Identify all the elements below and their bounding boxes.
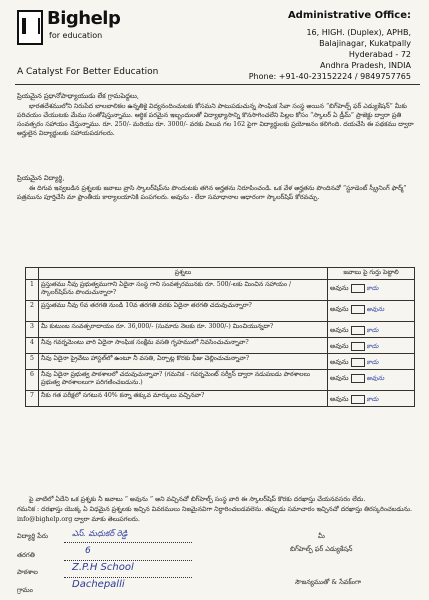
table-header-answer: జవాబు పై గుర్తు పెట్టాలి — [328, 268, 415, 280]
office-title: Administrative Office: — [287, 10, 411, 21]
question-text: నీవు ఏదైనా ప్రైవేటు హాస్టల్‌లో ఉంటూ నీ వసతి, ఏర్పాట్ల కొరకు ఫీజు చెల్లించుచున్నావా? — [39, 354, 328, 370]
phone-number: Phone: +91-40-23152224 / 9849757765 — [248, 72, 411, 81]
yes-checkbox[interactable] — [351, 284, 365, 293]
table-header-questions: ప్రశ్నలు — [39, 268, 328, 280]
school-line[interactable] — [64, 576, 192, 578]
address-line-2: Balajinagar, Kukatpally — [319, 39, 411, 48]
bighelp-logo-icon — [17, 10, 43, 45]
salutation-headmaster: ప్రియమైన ప్రధానోపాధ్యాయుడు లేక గ్రామపెద్దలు, — [17, 92, 139, 100]
question-text: మీ కుటుంబ సంవత్సరాదాయం రూ. 36,000/- (సుమారు నెలకు రూ. 3000/-) మించియున్నదా? — [39, 322, 328, 338]
address-line-1: 16, HIGH. (Duplex), APHB, — [306, 28, 411, 37]
question-text: ప్రస్తుతము నీవు ప్రభుత్వముగాని ఏదైనా సంస్థ గాని సంవత్సరమునకు రూ. 500/-లకు మించిన సహాయం / స్కాలర్‌షిప్‌ను పొందుచున్నారా? — [39, 280, 328, 301]
answer-cell: అవును కాదు — [328, 280, 415, 301]
logo-title: Bighelp — [47, 8, 121, 29]
question-number: 6 — [26, 370, 39, 391]
table-row — [26, 301, 415, 322]
note-line-1: పై వాటిలో ఏదేని ఒక ప్రశ్నకు నీ జవాబు “ అవును ” అని వచ్చినచో బిగ్‌హెల్ప్ సంస్థ వారి ఈ స్కాలర్‌షిప్ కొరకు దరఖాస్తు చేయనవసరం లేదు. — [29, 496, 366, 503]
answer-cell: అవును అవును — [328, 370, 415, 391]
letterhead — [0, 0, 429, 84]
table-row — [26, 370, 415, 391]
signoff-line-2: బిగ్‌హెల్ప్ ఫర్ ఎడ్యుకేషన్ — [290, 545, 353, 553]
handwritten-answer: కాదు — [366, 343, 379, 350]
question-number: 3 — [26, 322, 39, 338]
handwritten-answer: కాదు — [366, 359, 379, 366]
class-label: తరగతి — [17, 551, 35, 559]
handwritten-answer: కాదు — [366, 396, 379, 403]
yes-checkbox[interactable] — [351, 342, 365, 351]
table-row — [26, 354, 415, 370]
handwritten-answer: అవును — [366, 306, 385, 313]
student-name-label: విద్యార్థి పేరు — [17, 532, 49, 540]
table-row — [26, 391, 415, 407]
question-number: 1 — [26, 280, 39, 301]
table-row — [26, 280, 415, 301]
class-value: 6 — [85, 546, 91, 556]
answer-cell: అవును కాదు — [328, 338, 415, 354]
student-name-line[interactable] — [64, 541, 192, 543]
answer-cell: అవును కాదు — [328, 322, 415, 338]
table-header-row — [26, 268, 415, 280]
yes-checkbox[interactable] — [351, 326, 365, 335]
place-label: గ్రామం — [17, 586, 33, 594]
question-text: నీవు ఏదైనా ప్రభుత్వ పాఠశాలలో చదువుచున్నావా? (గమనిక - గవర్నమెంట్ సర్వీస్ ద్వారా నడుపబడు పాఠశాలలు ప్రభుత్వ పాఠశాలలుగా పరిగణించబడును.) — [39, 370, 328, 391]
question-number: 2 — [26, 301, 39, 322]
address-line-3: Hyderabad - 72 — [348, 50, 411, 59]
signoff-line-3: సౌజన్యముతో & సేవక్‌ంగా — [295, 578, 362, 586]
answer-cell: అవును కాదు — [328, 354, 415, 370]
question-text: నీవు గవర్నమెంటు వారి ఏదైనా సాంఘిక సంక్షేమ వసతి గృహములో నివసించుచున్నావా? — [39, 338, 328, 354]
question-number: 7 — [26, 391, 39, 407]
header-divider — [15, 84, 420, 85]
table-row — [26, 322, 415, 338]
class-line[interactable] — [64, 559, 192, 561]
place-value: Dachepalli — [72, 579, 125, 590]
handwritten-answer: కాదు — [366, 327, 379, 334]
handwritten-answer: అవును — [366, 375, 385, 382]
table-row — [26, 338, 415, 354]
school-value: Z.P.H School — [72, 562, 134, 573]
note-line-2: గమనిక : దరఖాస్తు యొక్క ఏ విధమైన ప్రశ్నలకు ఇచ్చిన వివరములు నిజమైనవిగా నిర్ధారించబడవలెను. తప్పుడు సమాచారం ఇచ్చినచో దరఖాస్తు తిరస్కరించబడును. — [17, 506, 413, 513]
question-number: 5 — [26, 354, 39, 370]
yes-checkbox[interactable] — [351, 374, 365, 383]
yes-checkbox[interactable] — [351, 305, 365, 314]
handwritten-answer: కాదు — [366, 285, 379, 292]
address-line-4: Andhra Pradesh, INDIA — [320, 61, 411, 70]
salutation-student: ప్రియమైన విద్యార్థి, — [17, 174, 65, 182]
question-text: నీకు గత పరీక్షలో సగటున 40% కన్నా తక్కువ మార్కులు వచ్చినవా? — [39, 391, 328, 407]
question-text: ప్రస్తుతము నీవు 6వ తరగతి నుండి 10వ తరగతి వరకు ఏదైనా తరగతి చదువుచున్నారా? — [39, 301, 328, 322]
logo-subtitle: for education — [49, 31, 103, 40]
student-name-value: ఎస్. మధుకర్ రెడ్డి — [72, 529, 128, 538]
table-header-num — [26, 268, 39, 280]
school-label: పాఠశాల — [17, 568, 38, 576]
answer-cell: అవును కాదు — [328, 391, 415, 407]
intro-paragraph: భారతదేశములోని నిరుపేద బాలబాలికల ఉన్నతికై విద్యనందించుటకు కోసమని పాటుపడుచున్న సాంఘిక సేవా సంస్థ అయిన “బిగ్‌హెల్ప్ ఫర్ ఎడ్యుకేషన్” మీకు పరిచయం చేయుటకు మేము సంతోషిస్తున్నాము. ఆర్థిక పరమైన ఇబ్బందులతో విద్యాభ్యాసాన్ని కొనసాగించలేని పిల్లల కోసం “స్కాలర్ ఏ డ్రీమ్” ప్రాజెక్టు ద్వారా ప్రతి సంవత్సరం సహాయం చేస్తున్నాము. రూ. 250/- మరియు రూ. 3000/- వరకు విలువ గల 162 పైగా విద్యార్థులకు ప్రయోజనం కలిగింది. దయచేసి ఈ పథకము ద్వారా అర్హులైన విద్యార్థులకు సహాయపడగలరు. — [17, 103, 414, 137]
note-line-3: info@bighelp.org ద్వారా మాకు తెలుపగలరు. — [17, 516, 140, 523]
instructions-paragraph: ఈ దిగువ ఇవ్వబడిన ప్రశ్నలకు జవాబు వ్రాసి స్కాలర్‌షిప్‌ను పొందుటకు తగిన అర్హతను నిరూపించండి. ఒక వేళ అర్హతను పొందినచో “స్టూడెంట్ స్క్రీనింగ్ ఫార్మ్” పత్రమును పూర్తిచేసి మా ఫ్రాంతీయ కార్యాలయానికి పంపగలరు. అవును - లేదా సమాధానాల ఆధారంగా స్కాలర్‌షిప్ కోరవచ్చు. — [17, 185, 407, 201]
answer-cell: అవును అవును — [328, 301, 415, 322]
question-number: 4 — [26, 338, 39, 354]
yes-checkbox[interactable] — [351, 395, 365, 404]
tagline: A Catalyst For Better Education — [17, 67, 159, 77]
yes-checkbox[interactable] — [351, 358, 365, 367]
eligibility-questions-table — [25, 267, 415, 407]
signoff-line-1: మీ — [318, 532, 325, 540]
